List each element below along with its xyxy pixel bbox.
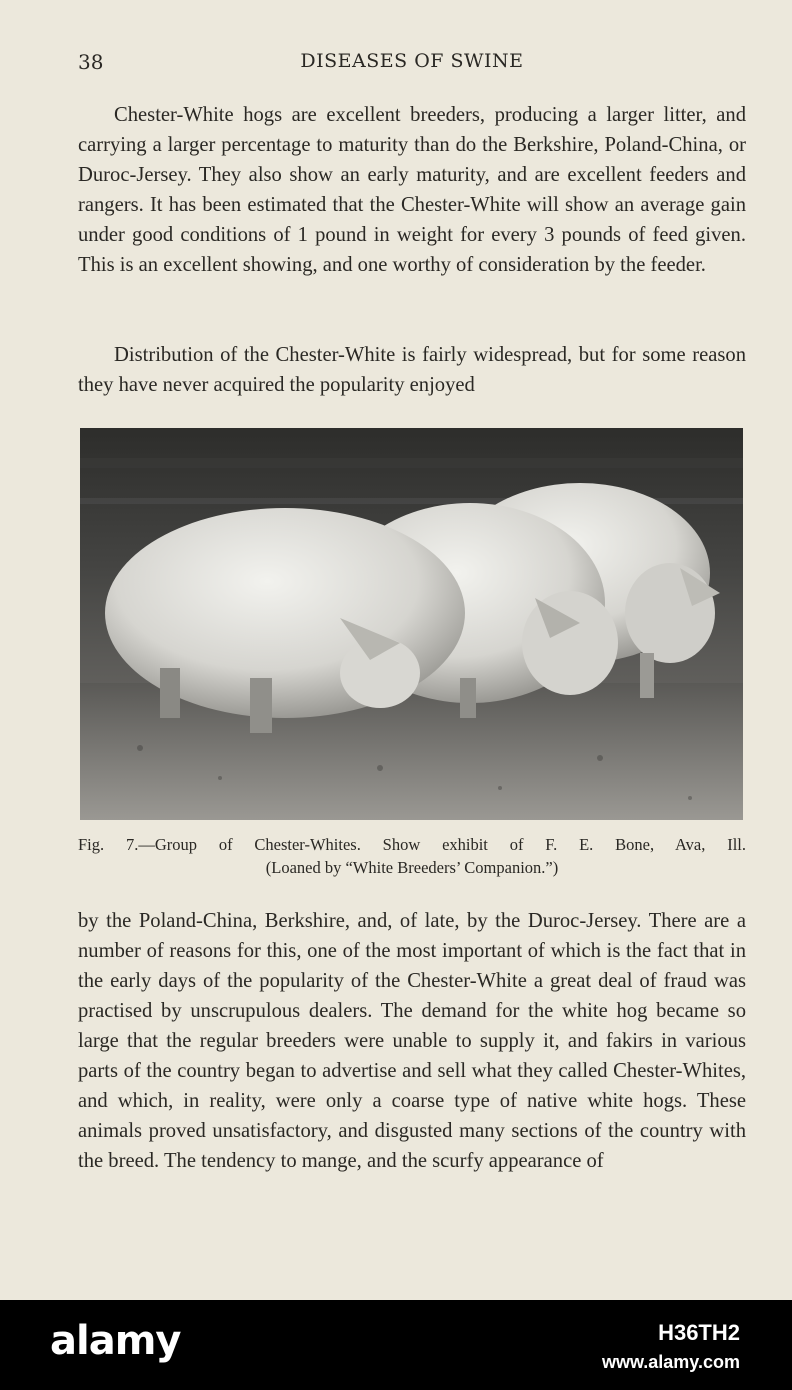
photo-figure-chester-whites — [80, 428, 743, 820]
watermark-footer-bar — [0, 1300, 792, 1390]
caption-line-2: (Loaned by “White Breeders’ Companion.”) — [265, 858, 559, 877]
pigs-photo-illustration — [80, 428, 743, 820]
figure-caption — [78, 833, 746, 879]
running-head — [78, 50, 746, 76]
page-number: 38 — [78, 50, 104, 74]
paragraph-2: Distribution of the Chester-White is fairly widespread, but for some reason they have never acquired the popularity enjoyed — [78, 344, 746, 396]
running-title: DISEASES OF SWINE — [300, 50, 524, 72]
image-id: H36TH2 — [658, 1320, 740, 1345]
site-url: www.alamy.com — [601, 1352, 740, 1372]
paragraph-3: by the Poland-China, Berkshire, and, of late, by the Duroc-Jersey. There are a number of reasons for this, one of the most important of which is the fact that in the early days of the popularity of the Chester-White a great deal of fraud was practised by unscrupulous dealers. The demand for the white hog became so large that the regular breeders were unable to supply it, and fakirs in various parts of the country began to advertise and sell what they called Chester-Whites, and which, in reality, were only a coarse type of native white hogs. These animals proved unsatisfactory, and disgusted many sections of the country with the breed. The tendency to mange, and the scurfy appearance of — [78, 910, 746, 1172]
brand-logo: alamy — [50, 1318, 181, 1364]
caption-line-1: Fig. 7.—Group of Chester-Whites. Show exhibit of F. E. Bone, Ava, Ill. — [78, 835, 746, 854]
paragraph-1: Chester-White hogs are excellent breeders, producing a larger litter, and carrying a larger percentage to maturity than do the Berkshire, Poland-China, or Duroc-Jersey. They also show an early maturity, and are excellent feeders and rangers. It has been estimated that the Chester-White will show an average gain under good conditions of 1 pound in weight for every 3 pounds of feed given. This is an excellent showing, and one worthy of consideration by the feeder. — [78, 104, 746, 276]
